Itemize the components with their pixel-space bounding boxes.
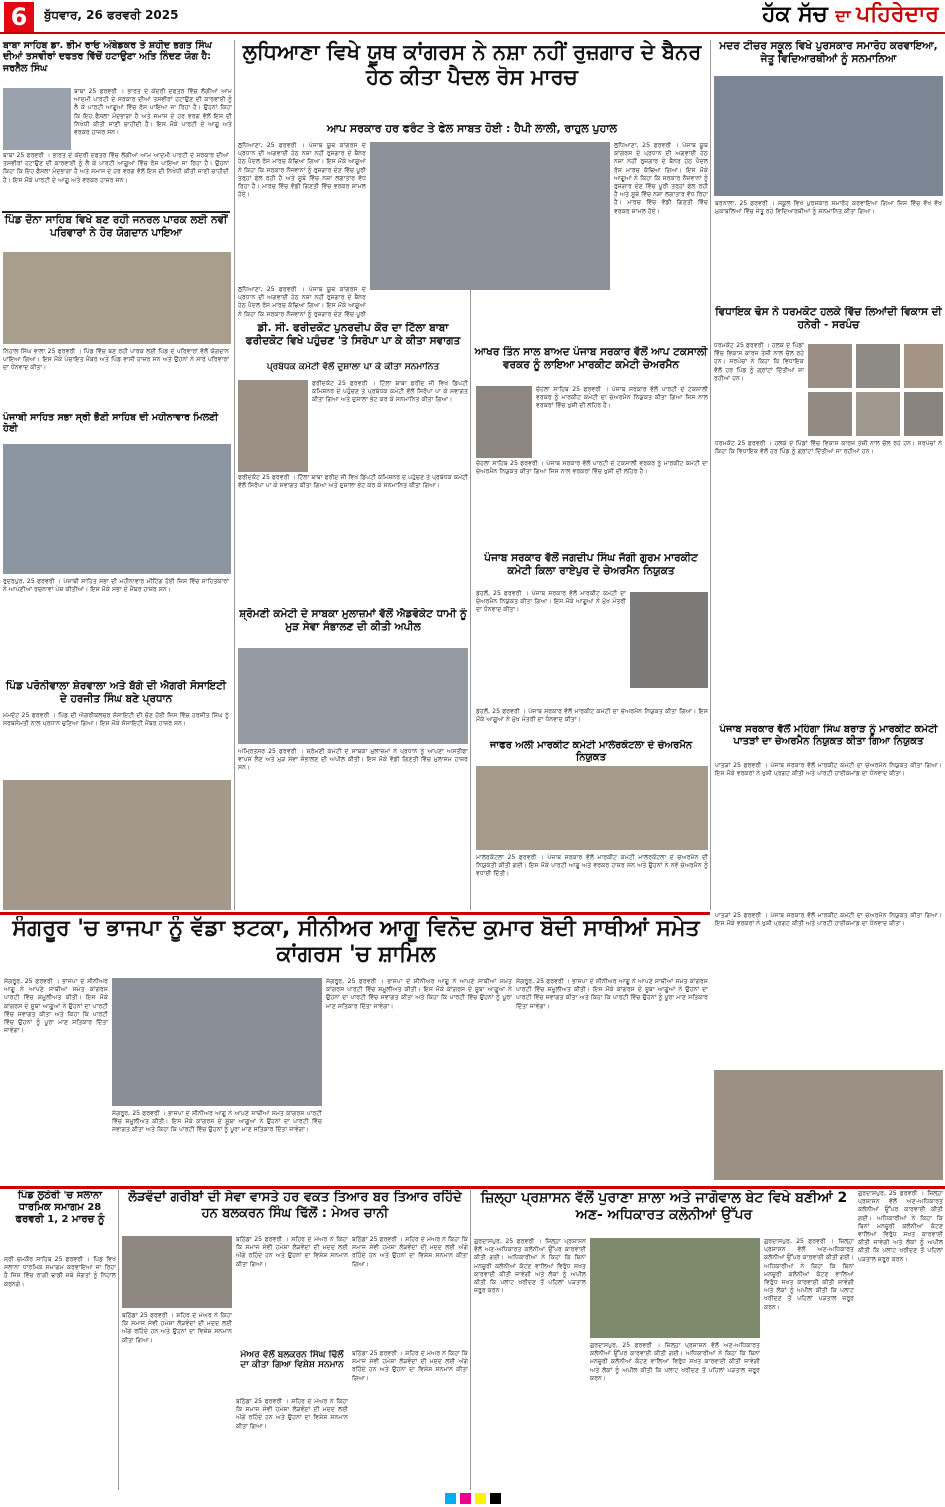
photo-sarpanch-5: [856, 392, 900, 436]
headline-park: ਪਿੰਡ ਦੌਨਾ ਸਾਹਿਬ ਵਿਖੇ ਬਣ ਰਹੀ ਜਨਰਲ ਪਾਰਕ ਲਈ ਨਵੀਂ ਪਰਿਵਾਰਾਂ ਨੇ ਹੋਰ ਯੋਗਦਾਨ ਪਾਇਆ: [4, 214, 228, 239]
column-divider: [710, 40, 711, 910]
body-jafar-ali-1: ਮਾਲੇਰਕੋਟਲਾ 25 ਫਰਵਰੀ । ਪੰਜਾਬ ਸਰਕਾਰ ਵੱਲੋਂ ਮਾਰਕੀਟ ਕਮੇਟੀ ਮਾਲੇਰਕੋਟਲਾ ਦੇ ਚੇਅਰਮੈਨ ਦੀ ਨਿਯੁਕਤੀ ਕੀਤੀ ਗਈ। ਇਸ ਮੌਕੇ ਪਾਰਟੀ ਆਗੂ ਅਤੇ ਵਰਕਰ ਹਾਜ਼ਰ ਸਨ ਅਤੇ ਉਹਨਾਂ ਨੇ ਨਵੇਂ ਚੇਅਰਮੈਨ ਨੂੰ ਵਧਾਈ ਦਿੱਤੀ।: [476, 854, 708, 878]
body-sgpc: ਅੰਮ੍ਰਿਤਸਰ 25 ਫਰਵਰੀ । ਸ਼੍ਰੋਮਣੀ ਕਮੇਟੀ ਦੇ ਸਾਬਕਾ ਮੁਲਾਜ਼ਮਾਂ ਨੇ ਪ੍ਰਧਾਨ ਨੂੰ ਆਪਣਾ ਅਸਤੀਫਾ ਵਾਪਸ ਲੈਣ ਅਤੇ ਮੁੜ ਸੇਵਾ ਸੰਭਾਲਣ ਦੀ ਅਪੀਲ ਕੀਤੀ। ਇਸ ਮੌਕੇ ਵੱਡੀ ਗਿਣਤੀ ਵਿੱਚ ਮੁਲਾਜ਼ਮ ਹਾਜ਼ਰ ਸਨ।: [238, 748, 468, 772]
headline-colonies: ਜ਼ਿਲ੍ਹਾ ਪ੍ਰਸ਼ਾਸਨ ਵੱਲੋਂ ਪੁਰਾਣਾ ਸ਼ਾਲਾ ਅਤੇ ਜਾਗੋਵਾਲ ਬੇਟ ਵਿਖੇ ਬਣੀਆਂ 2 ਅਣ- ਅਧਿਕਾਰਤ ਕਲੋਨੀਆਂ ਉੱਪਰ: [480, 1190, 848, 1223]
body-aap-worker-1: ਚੋਹਲਾ ਸਾਹਿਬ 25 ਫਰਵਰੀ । ਪੰਜਾਬ ਸਰਕਾਰ ਵੱਲੋਂ ਪਾਰਟੀ ਦੇ ਟਕਸਾਲੀ ਵਰਕਰ ਨੂੰ ਮਾਰਕੀਟ ਕਮੇਟੀ ਦਾ ਚੇਅਰਮੈਨ ਨਿਯੁਕਤ ਕੀਤਾ ਗਿਆ ਜਿਸ ਨਾਲ ਵਰਕਰਾਂ ਵਿੱਚ ਖੁਸ਼ੀ ਦੀ ਲਹਿਰ ਹੈ।: [536, 386, 708, 410]
body-balkaran-1: ਬਠਿੰਡਾ 25 ਫਰਵਰੀ । ਸ਼ਹਿਰ ਦੇ ਮੇਅਰ ਨੇ ਕਿਹਾ ਕਿ ਸਮਾਜ ਸੇਵੀ ਹਮੇਸ਼ਾ ਲੋੜਵੰਦਾਂ ਦੀ ਮਦਦ ਲਈ ਅੱਗੇ ਰਹਿੰਦੇ ਹਨ ਅਤੇ ਉਹਨਾਂ ਦਾ ਵਿਸ਼ੇਸ਼ ਸਨਮਾਨ ਕੀਤਾ ਗਿਆ।: [236, 1236, 348, 1268]
subheadline-dc-faridkot: ਪ੍ਰਬੰਧਕ ਕਮੇਟੀ ਵੱਲੋਂ ਦੁਸ਼ਾਲਾ ਪਾ ਕੇ ਕੀਤਾ ਸਨਮਾਨਿਤ: [266, 362, 440, 372]
photo-park: [3, 252, 231, 344]
photo-society: [3, 780, 231, 910]
headline-sangrur-bjp: ਸੰਗਰੂਰ 'ਚ ਭਾਜਪਾ ਨੂੰ ਵੱਡਾ ਝਟਕਾ, ਸੀਨੀਅਰ ਆਗੂ ਵਿਨੋਦ ਕੁਮਾਰ ਬੋਦੀ ਸਾਥੀਆਂ ਸਮੇਤ ਕਾਂਗਰਸ 'ਚ ਸ਼ਾਮਿਲ: [12, 916, 700, 968]
body-sangrur-2: ਸੰਗਰੂਰ, 25 ਫਰਵਰੀ । ਭਾਜਪਾ ਦੇ ਸੀਨੀਅਰ ਆਗੂ ਨੇ ਆਪਣੇ ਸਾਥੀਆਂ ਸਮੇਤ ਕਾਂਗਰਸ ਪਾਰਟੀ ਵਿੱਚ ਸ਼ਮੂਲੀਅਤ ਕੀਤੀ। ਇਸ ਮੌਕੇ ਕਾਂਗਰਸ ਦੇ ਸੂਬਾ ਆਗੂਆਂ ਨੇ ਉਹਨਾਂ ਦਾ ਪਾਰਟੀ ਵਿੱਚ ਸਵਾਗਤ ਕੀਤਾ ਅਤੇ ਕਿਹਾ ਕਿ ਪਾਰਟੀ ਵਿੱਚ ਉਹਨਾਂ ਨੂੰ ਪੂਰਾ ਮਾਣ ਸਤਿਕਾਰ ਦਿੱਤਾ ਜਾਵੇਗਾ।: [112, 1110, 322, 1134]
photo-sarpanch-1: [808, 344, 852, 388]
column-divider: [118, 1190, 119, 1490]
subheadline-youth-congress: ਆਪ ਸਰਕਾਰ ਹਰ ਫਰੰਟ ਤੇ ਫੇਲ ਸਾਬਤ ਹੋਈ : ਹੈਪੀ ਲਾਲੀ, ਰਾਹੁਲ ਪੁਹਾਲ: [327, 122, 617, 135]
photo-sarpanch-3: [904, 344, 943, 388]
body-society: ਮਮਦੋਟ 25 ਫਰਵਰੀ । ਪਿੰਡ ਦੀ ਐਗਰੀਕਲਚਰ ਸੋਸਾਇਟੀ ਦੀ ਚੋਣ ਹੋਈ ਜਿਸ ਵਿੱਚ ਹਰਜੀਤ ਸਿੰਘ ਨੂੰ ਸਰਬਸੰਮਤੀ ਨਾਲ ਪ੍ਰਧਾਨ ਚੁਣਿਆ ਗਿਆ। ਇਸ ਮੌਕੇ ਸੋਸਾਇਟੀ ਮੈਂਬਰ ਹਾਜ਼ਰ ਸਨ।: [3, 712, 229, 728]
body-colonies-3: ਗੁਰਦਾਸਪੁਰ, 25 ਫਰਵਰੀ । ਜ਼ਿਲ੍ਹਾ ਪ੍ਰਸ਼ਾਸਨ ਵੱਲੋਂ ਅਣ-ਅਧਿਕਾਰਤ ਕਲੋਨੀਆਂ ਉੱਪਰ ਕਾਰਵਾਈ ਕੀਤੀ ਗਈ। ਅਧਿਕਾਰੀਆਂ ਨੇ ਕਿਹਾ ਕਿ ਬਿਨਾਂ ਮਨਜ਼ੂਰੀ ਕਲੋਨੀਆਂ ਕੱਟਣ ਵਾਲਿਆਂ ਵਿਰੁੱਧ ਸਖਤ ਕਾਰਵਾਈ ਕੀਤੀ ਜਾਵੇਗੀ ਅਤੇ ਲੋਕਾਂ ਨੂੰ ਅਪੀਲ ਕੀਤੀ ਕਿ ਪਲਾਟ ਖਰੀਦਣ ਤੋਂ ਪਹਿਲਾਂ ਪੜਤਾਲ ਜ਼ਰੂਰ ਕਰਨ।: [764, 1238, 854, 1311]
print-registration-strip: [0, 1490, 945, 1507]
headline-dharamkot: ਵਿਧਾਇਕ ਢੋਸ ਨੇ ਧਰਮਕੋਟ ਹਲਕੇ ਵਿੱਚ ਲਿਆਂਦੀ ਵਿਕਾਸ ਦੀ ਹਨੇਰੀ - ਸਰਪੰਚ: [715, 306, 942, 331]
body-aap-worker-2: ਚੋਹਲਾ ਸਾਹਿਬ 25 ਫਰਵਰੀ । ਪੰਜਾਬ ਸਰਕਾਰ ਵੱਲੋਂ ਪਾਰਟੀ ਦੇ ਟਕਸਾਲੀ ਵਰਕਰ ਨੂੰ ਮਾਰਕੀਟ ਕਮੇਟੀ ਦਾ ਚੇਅਰਮੈਨ ਨਿਯੁਕਤ ਕੀਤਾ ਗਿਆ ਜਿਸ ਨਾਲ ਵਰਕਰਾਂ ਵਿੱਚ ਖੁਸ਼ੀ ਦੀ ਲਹਿਰ ਹੈ।: [476, 460, 708, 476]
headline-aap-worker: ਆਖਰ ਤਿੰਨ ਸਾਲ ਬਾਅਦ ਪੰਜਾਬ ਸਰਕਾਰ ਵੱਲੋਂ ਆਪ ਟਕਸਾਲੀ ਵਰਕਰ ਨੂੰ ਲਾਇਆ ਮਾਰਕੀਟ ਕਮੇਟੀ ਚੇਅਰਮੈਨ: [474, 346, 708, 371]
headline-society: ਪਿੰਡ ਪਰੋਨੀਵਾਲਾ ਸ਼ੇਰਵਾਲਾ ਅਤੇ ਬੱਗੇ ਦੀ ਐਗਰੀ ਸੋਸਾਇਟੀ ਦੇ ਹਰਜੀਤ ਸਿੰਘ ਬਣੇ ਪ੍ਰਧਾਨ: [5, 680, 227, 705]
body-dc-faridkot-1: ਫਰੀਦਕੋਟ 25 ਫਰਵਰੀ । ਟਿੱਲਾ ਬਾਬਾ ਫਰੀਦ ਜੀ ਵਿਖੇ ਡਿਪਟੀ ਕਮਿਸ਼ਨਰ ਦੇ ਪਹੁੰਚਣ ਤੇ ਪ੍ਰਬੰਧਕ ਕਮੇਟੀ ਵੱਲੋਂ ਸਿਰੋਪਾ ਪਾ ਕੇ ਸਵਾਗਤ ਕੀਤਾ ਗਿਆ ਅਤੇ ਦੁਸ਼ਾਲਾ ਭੇਟ ਕਰ ਕੇ ਸਨਮਾਨਿਤ ਕੀਤਾ ਗਿਆ।: [312, 380, 468, 404]
body-dc-faridkot-2: ਫਰੀਦਕੋਟ 25 ਫਰਵਰੀ । ਟਿੱਲਾ ਬਾਬਾ ਫਰੀਦ ਜੀ ਵਿਖੇ ਡਿਪਟੀ ਕਮਿਸ਼ਨਰ ਦੇ ਪਹੁੰਚਣ ਤੇ ਪ੍ਰਬੰਧਕ ਕਮੇਟੀ ਵੱਲੋਂ ਸਿਰੋਪਾ ਪਾ ਕੇ ਸਵਾਗਤ ਕੀਤਾ ਗਿਆ ਅਤੇ ਦੁਸ਼ਾਲਾ ਭੇਟ ਕਰ ਕੇ ਸਨਮਾਨਿਤ ਕੀਤਾ ਗਿਆ।: [238, 474, 468, 490]
headline-youth-congress: ਲੁਧਿਆਣਾ ਵਿਖੇ ਯੂਥ ਕਾਂਗਰਸ ਨੇ ਨਸ਼ਾ ਨਹੀਂ ਰੁਜ਼ਗਾਰ ਦੇ ਬੈਨਰ ਹੇਠ ਕੀਤਾ ਪੈਦਲ ਰੋਸ ਮਾਰਚ: [242, 40, 702, 90]
magenta-mark: [460, 1493, 471, 1504]
body-sangrur-3: ਸੰਗਰੂਰ, 25 ਫਰਵਰੀ । ਭਾਜਪਾ ਦੇ ਸੀਨੀਅਰ ਆਗੂ ਨੇ ਆਪਣੇ ਸਾਥੀਆਂ ਸਮੇਤ ਕਾਂਗਰਸ ਪਾਰਟੀ ਵਿੱਚ ਸ਼ਮੂਲੀਅਤ ਕੀਤੀ। ਇਸ ਮੌਕੇ ਕਾਂਗਰਸ ਦੇ ਸੂਬਾ ਆਗੂਆਂ ਨੇ ਉਹਨਾਂ ਦਾ ਪਾਰਟੀ ਵਿੱਚ ਸਵਾਗਤ ਕੀਤਾ ਅਤੇ ਕਿਹਾ ਕਿ ਪਾਰਟੀ ਵਿੱਚ ਉਹਨਾਂ ਨੂੰ ਪੂਰਾ ਮਾਣ ਸਤਿਕਾਰ ਦਿੱਤਾ ਜਾਵੇਗਾ।: [326, 978, 512, 1010]
headline-jagdeep: ਪੰਜਾਬ ਸਰਕਾਰ ਵੱਲੋਂ ਜਗਦੀਪ ਸਿੰਘ ਜੱਗੀ ਗੁਰਮ ਮਾਰਕੀਟ ਕਮੇਟੀ ਕਿਲਾ ਰਾਏਪੁਰ ਦੇ ਚੇਅਰਮੈਨ ਨਿਯੁਕਤ: [484, 552, 698, 577]
cyan-mark: [445, 1493, 456, 1504]
photo-mehnga-singh: [714, 1070, 943, 1180]
body-balkaran-4: ਬਠਿੰਡਾ 25 ਫਰਵਰੀ । ਸ਼ਹਿਰ ਦੇ ਮੇਅਰ ਨੇ ਕਿਹਾ ਕਿ ਸਮਾਜ ਸੇਵੀ ਹਮੇਸ਼ਾ ਲੋੜਵੰਦਾਂ ਦੀ ਮਦਦ ਲਈ ਅੱਗੇ ਰਹਿੰਦੇ ਹਨ ਅਤੇ ਉਹਨਾਂ ਦਾ ਵਿਸ਼ੇਸ਼ ਸਨਮਾਨ ਕੀਤਾ ਗਿਆ।: [236, 1398, 348, 1430]
column-divider: [234, 40, 235, 910]
headline-sgpc: ਸ਼੍ਰੋਮਣੀ ਕਮੇਟੀ ਦੇ ਸਾਬਕਾ ਮੁਲਾਜ਼ਮਾਂ ਵੱਲੋਂ ਐਡਵੋਕੇਟ ਧਾਮੀ ਨੂੰ ਮੁੜ ਸੇਵਾ ਸੰਭਾਲਣ ਦੀ ਕੀਤੀ ਅਪੀਲ: [239, 608, 467, 633]
photo-balkaran: [122, 1236, 232, 1308]
photo-worker: [476, 386, 532, 458]
photo-sarpanch-4: [808, 392, 852, 436]
body-balkaran-3: ਬਠਿੰਡਾ 25 ਫਰਵਰੀ । ਸ਼ਹਿਰ ਦੇ ਮੇਅਰ ਨੇ ਕਿਹਾ ਕਿ ਸਮਾਜ ਸੇਵੀ ਹਮੇਸ਼ਾ ਲੋੜਵੰਦਾਂ ਦੀ ਮਦਦ ਲਈ ਅੱਗੇ ਰਹਿੰਦੇ ਹਨ ਅਤੇ ਉਹਨਾਂ ਦਾ ਵਿਸ਼ੇਸ਼ ਸਨਮਾਨ ਕੀਤਾ ਗਿਆ।: [122, 1312, 232, 1344]
headline-sahit-sabha: ਪੰਜਾਬੀ ਸਾਹਿਤ ਸਭਾ ਸ੍ਰੀ ਭੈਣੀ ਸਾਹਿਬ ਦੀ ਮਹੀਨਾਵਾਰ ਮਿਲਣੀ ਹੋਈ: [3, 412, 219, 435]
photo-jafar-ali: [476, 766, 708, 850]
photo-march: [370, 142, 610, 290]
body-jagdeep-1: ਡੇਹਲੋਂ, 25 ਫਰਵਰੀ । ਪੰਜਾਬ ਸਰਕਾਰ ਵੱਲੋਂ ਮਾਰਕੀਟ ਕਮੇਟੀ ਦਾ ਚੇਅਰਮੈਨ ਨਿਯੁਕਤ ਕੀਤਾ ਗਿਆ। ਇਸ ਮੌਕੇ ਆਗੂਆਂ ਨੇ ਮੁੱਖ ਮੰਤਰੀ ਦਾ ਧੰਨਵਾਦ ਕੀਤਾ।: [476, 590, 626, 614]
photo-sarpanch-6: [904, 392, 943, 436]
photo-congress-joining: [112, 978, 322, 1106]
body-jagdeep-2: ਡੇਹਲੋਂ, 25 ਫਰਵਰੀ । ਪੰਜਾਬ ਸਰਕਾਰ ਵੱਲੋਂ ਮਾਰਕੀਟ ਕਮੇਟੀ ਦਾ ਚੇਅਰਮੈਨ ਨਿਯੁਕਤ ਕੀਤਾ ਗਿਆ। ਇਸ ਮੌਕੇ ਆਗੂਆਂ ਨੇ ਮੁੱਖ ਮੰਤਰੀ ਦਾ ਧੰਨਵਾਦ ਕੀਤਾ।: [476, 708, 708, 724]
section-rule: [0, 912, 710, 915]
photo-dc: [238, 380, 308, 472]
body-youth-congress-2: ਲੁਧਿਆਣਾ, 25 ਫਰਵਰੀ । ਪੰਜਾਬ ਯੂਥ ਕਾਂਗਰਸ ਦੇ ਪ੍ਰਧਾਨ ਦੀ ਅਗਵਾਈ ਹੇਠ ਨਸ਼ਾ ਨਹੀਂ ਰੁਜ਼ਗਾਰ ਦੇ ਬੈਨਰ ਹੇਠ ਪੈਦਲ ਰੋਸ ਮਾਰਚ ਕੱਢਿਆ ਗਿਆ। ਇਸ ਮੌਕੇ ਆਗੂਆਂ ਨੇ ਕਿਹਾ ਕਿ ਸਰਕਾਰ ਨੌਜਵਾਨਾਂ ਨੂੰ ਰੁਜ਼ਗਾਰ ਦੇਣ ਵਿੱਚ ਪੂਰੀ ਤਰ੍ਹਾਂ ਫੇਲ ਰਹੀ ਹੈ ਅਤੇ ਸੂਬੇ ਵਿੱਚ ਨਸ਼ਾ ਲਗਾਤਾਰ ਵੱਧ ਰਿਹਾ ਹੈ। ਮਾਰਚ ਵਿੱਚ ਵੱਡੀ ਗਿਣਤੀ ਵਿੱਚ ਵਰਕਰ ਸ਼ਾਮਲ ਹੋਏ।: [614, 142, 708, 215]
photo-jagdeep: [630, 592, 708, 688]
body-dharamkot-1: ਧਰਮਕੋਟ 25 ਫਰਵਰੀ । ਹਲਕੇ ਦੇ ਪਿੰਡਾਂ ਵਿੱਚ ਵਿਕਾਸ ਕਾਰਜ ਤੇਜ਼ੀ ਨਾਲ ਚੱਲ ਰਹੇ ਹਨ। ਸਰਪੰਚਾਂ ਨੇ ਕਿਹਾ ਕਿ ਵਿਧਾਇਕ ਵੱਲੋਂ ਹਰ ਪਿੰਡ ਨੂੰ ਗ੍ਰਾਂਟਾਂ ਦਿੱਤੀਆਂ ਜਾ ਰਹੀਆਂ ਹਨ।: [714, 342, 804, 382]
body-sahit-sabha: ਰੁਦਰਪੁਰ, 25 ਫਰਵਰੀ । ਪੰਜਾਬੀ ਸਾਹਿਤ ਸਭਾ ਦੀ ਮਹੀਨਾਵਾਰ ਮੀਟਿੰਗ ਹੋਈ ਜਿਸ ਵਿੱਚ ਸਾਹਿਤਕਾਰਾਂ ਨੇ ਆਪਣੀਆਂ ਰਚਨਾਵਾਂ ਪੇਸ਼ ਕੀਤੀਆਂ। ਇਸ ਮੌਕੇ ਸਭਾ ਦੇ ਮੈਂਬਰ ਹਾਜ਼ਰ ਸਨ।: [3, 578, 229, 594]
body-balkaran-2: ਬਠਿੰਡਾ 25 ਫਰਵਰੀ । ਸ਼ਹਿਰ ਦੇ ਮੇਅਰ ਨੇ ਕਿਹਾ ਕਿ ਸਮਾਜ ਸੇਵੀ ਹਮੇਸ਼ਾ ਲੋੜਵੰਦਾਂ ਦੀ ਮਦਦ ਲਈ ਅੱਗੇ ਰਹਿੰਦੇ ਹਨ ਅਤੇ ਉਹਨਾਂ ਦਾ ਵਿਸ਼ੇਸ਼ ਸਨਮਾਨ ਕੀਤਾ ਗਿਆ।: [352, 1236, 468, 1268]
caption-balkaran: ਮੇਅਰ ਵੱਲੋਂ ਬਲਕਰਨ ਸਿੰਘ ਢਿੱਲੋਂ ਦਾ ਕੀਤਾ ਗਿਆ ਵਿਸ਼ੇਸ਼ ਸਨਮਾਨ: [240, 1350, 344, 1370]
body-park: ਨਿਹਾਲ ਸਿੰਘ ਵਾਲਾ 25 ਫਰਵਰੀ । ਪਿੰਡ ਵਿੱਚ ਬਣ ਰਹੀ ਪਾਰਕ ਲਈ ਪਿੰਡ ਦੇ ਪਰਿਵਾਰਾਂ ਵੱਲੋਂ ਯੋਗਦਾਨ ਪਾਇਆ ਗਿਆ। ਇਸ ਮੌਕੇ ਪੰਚਾਇਤ ਮੈਂਬਰ ਅਤੇ ਪਿੰਡ ਵਾਸੀ ਹਾਜ਼ਰ ਸਨ ਅਤੇ ਉਹਨਾਂ ਨੇ ਸਾਰੇ ਪਰਿਵਾਰਾਂ ਦਾ ਧੰਨਵਾਦ ਕੀਤਾ।: [3, 348, 229, 372]
body-ambedkar-2: ਬਾਬਾ 25 ਫਰਵਰੀ । ਭਾਰਤ ਦੇ ਕੇਂਦਰੀ ਦਫਤਰ ਵਿੱਚ ਲੱਗੀਆਂ ਆਮ ਆਦਮੀ ਪਾਰਟੀ ਦੇ ਸਰਕਾਰ ਦੀਆਂ ਤਸਵੀਰਾਂ ਹਟਾਉਣ ਦੀ ਕਾਰਵਾਈ ਨੂੰ ਲੈ ਕੇ ਪਾਰਟੀ ਆਗੂਆਂ ਵਿੱਚ ਰੋਸ ਪਾਇਆ ਜਾ ਰਿਹਾ ਹੈ। ਉਹਨਾਂ ਕਿਹਾ ਕਿ ਇਹ ਫੈਸਲਾ ਮੰਦਭਾਗਾ ਹੈ ਅਤੇ ਸਮਾਜ ਦੇ ਹਰ ਵਰਗ ਵੱਲੋਂ ਇਸ ਦੀ ਨਿਖੇਧੀ ਕੀਤੀ ਜਾਣੀ ਚਾਹੀਦੀ ਹੈ। ਇਸ ਮੌਕੇ ਪਾਰਟੀ ਦੇ ਆਗੂ ਅਤੇ ਵਰਕਰ ਹਾਜ਼ਰ ਸਨ।: [3, 152, 229, 184]
column-divider: [470, 1190, 471, 1490]
body-dharamkot-2: ਧਰਮਕੋਟ 25 ਫਰਵਰੀ । ਹਲਕੇ ਦੇ ਪਿੰਡਾਂ ਵਿੱਚ ਵਿਕਾਸ ਕਾਰਜ ਤੇਜ਼ੀ ਨਾਲ ਚੱਲ ਰਹੇ ਹਨ। ਸਰਪੰਚਾਂ ਨੇ ਕਿਹਾ ਕਿ ਵਿਧਾਇਕ ਵੱਲੋਂ ਹਰ ਪਿੰਡ ਨੂੰ ਗ੍ਰਾਂਟਾਂ ਦਿੱਤੀਆਂ ਜਾ ਰਹੀਆਂ ਹਨ।: [715, 440, 942, 456]
body-sangrur-1: ਸੰਗਰੂਰ, 25 ਫਰਵਰੀ । ਭਾਜਪਾ ਦੇ ਸੀਨੀਅਰ ਆਗੂ ਨੇ ਆਪਣੇ ਸਾਥੀਆਂ ਸਮੇਤ ਕਾਂਗਰਸ ਪਾਰਟੀ ਵਿੱਚ ਸ਼ਮੂਲੀਅਤ ਕੀਤੀ। ਇਸ ਮੌਕੇ ਕਾਂਗਰਸ ਦੇ ਸੂਬਾ ਆਗੂਆਂ ਨੇ ਉਹਨਾਂ ਦਾ ਪਾਰਟੀ ਵਿੱਚ ਸਵਾਗਤ ਕੀਤਾ ਅਤੇ ਕਿਹਾ ਕਿ ਪਾਰਟੀ ਵਿੱਚ ਉਹਨਾਂ ਨੂੰ ਪੂਰਾ ਮਾਣ ਸਤਿਕਾਰ ਦਿੱਤਾ ਜਾਵੇਗਾ।: [4, 978, 108, 1035]
headline-balkaran: ਲੋੜਵੰਦਾਂ ਗਰੀਬਾਂ ਦੀ ਸੇਵਾ ਵਾਸਤੇ ਹਰ ਵਕਤ ਤਿਆਰ ਬਰ ਤਿਆਰ ਰਹਿੰਦੇ ਹਨ ਬਲਕਰਨ ਸਿੰਘ ਢਿੱਲੋਂ : ਮੇਅਰ ਚਾਨੀ: [128, 1190, 462, 1221]
body-balkaran-5: ਬਠਿੰਡਾ 25 ਫਰਵਰੀ । ਸ਼ਹਿਰ ਦੇ ਮੇਅਰ ਨੇ ਕਿਹਾ ਕਿ ਸਮਾਜ ਸੇਵੀ ਹਮੇਸ਼ਾ ਲੋੜਵੰਦਾਂ ਦੀ ਮਦਦ ਲਈ ਅੱਗੇ ਰਹਿੰਦੇ ਹਨ ਅਤੇ ਉਹਨਾਂ ਦਾ ਵਿਸ਼ੇਸ਼ ਸਨਮਾਨ ਕੀਤਾ ਗਿਆ।: [352, 1350, 468, 1382]
body-mehnga-singh-2: ਪਾਤੜਾਂ 25 ਫਰਵਰੀ । ਪੰਜਾਬ ਸਰਕਾਰ ਵੱਲੋਂ ਮਾਰਕੀਟ ਕਮੇਟੀ ਦਾ ਚੇਅਰਮੈਨ ਨਿਯੁਕਤ ਕੀਤਾ ਗਿਆ। ਇਸ ਮੌਕੇ ਵਰਕਰਾਂ ਨੇ ਖੁਸ਼ੀ ਪ੍ਰਗਟ ਕੀਤੀ ਅਤੇ ਪਾਰਟੀ ਹਾਈਕਮਾਂਡ ਦਾ ਧੰਨਵਾਦ ਕੀਤਾ।: [715, 912, 942, 928]
column-divider: [470, 210, 471, 910]
masthead-part-1: ਹੱਕ ਸੱਚ: [762, 2, 836, 27]
body-colonies-4: ਗੁਰਦਾਸਪੁਰ, 25 ਫਰਵਰੀ । ਜ਼ਿਲ੍ਹਾ ਪ੍ਰਸ਼ਾਸਨ ਵੱਲੋਂ ਅਣ-ਅਧਿਕਾਰਤ ਕਲੋਨੀਆਂ ਉੱਪਰ ਕਾਰਵਾਈ ਕੀਤੀ ਗਈ। ਅਧਿਕਾਰੀਆਂ ਨੇ ਕਿਹਾ ਕਿ ਬਿਨਾਂ ਮਨਜ਼ੂਰੀ ਕਲੋਨੀਆਂ ਕੱਟਣ ਵਾਲਿਆਂ ਵਿਰੁੱਧ ਸਖਤ ਕਾਰਵਾਈ ਕੀਤੀ ਜਾਵੇਗੀ ਅਤੇ ਲੋਕਾਂ ਨੂੰ ਅਪੀਲ ਕੀਤੀ ਕਿ ਪਲਾਟ ਖਰੀਦਣ ਤੋਂ ਪਹਿਲਾਂ ਪੜਤਾਲ ਜ਼ਰੂਰ ਕਰਨ।: [858, 1190, 943, 1263]
headline-ambedkar: ਬਾਬਾ ਸਾਹਿਬ ਡਾ. ਭੀਮ ਰਾਓ ਅੰਬੇਡਕਰ ਤੇ ਸ਼ਹੀਦ ਭਗਤ ਸਿੰਘ ਦੀਆਂ ਤਸਵੀਰਾਂ ਦਫਤਰ ਵਿੱਚੋਂ ਹਟਾਉਣਾ ਅਤਿ ਨਿੰਦਣ ਯੋਗ ਹੈ: ਜਰਨੈਲ ਸਿੰਘ: [3, 40, 212, 74]
photo-portrait: [3, 88, 71, 150]
body-mehnga-singh: ਪਾਤੜਾਂ 25 ਫਰਵਰੀ । ਪੰਜਾਬ ਸਰਕਾਰ ਵੱਲੋਂ ਮਾਰਕੀਟ ਕਮੇਟੀ ਦਾ ਚੇਅਰਮੈਨ ਨਿਯੁਕਤ ਕੀਤਾ ਗਿਆ। ਇਸ ਮੌਕੇ ਵਰਕਰਾਂ ਨੇ ਖੁਸ਼ੀ ਪ੍ਰਗਟ ਕੀਤੀ ਅਤੇ ਪਾਰਟੀ ਹਾਈਕਮਾਂਡ ਦਾ ਧੰਨਵਾਦ ਕੀਤਾ।: [715, 762, 942, 778]
photo-school: [714, 76, 943, 196]
black-mark: [490, 1493, 501, 1504]
headline-jafar-ali: ਜਾਫਰ ਅਲੀ ਮਾਰਕੀਟ ਕਮੇਟੀ ਮਾਲੇਰਕੋਟਲਾ ਦੇ ਚੇਅਰਮੈਨ ਨਿਯੁਕਤ: [489, 740, 693, 763]
photo-sarpanch-2: [856, 344, 900, 388]
masthead-part-2: ਦਾ: [835, 6, 857, 25]
masthead-logo: [762, 2, 939, 27]
body-youth-congress-3: ਲੁਧਿਆਣਾ, 25 ਫਰਵਰੀ । ਪੰਜਾਬ ਯੂਥ ਕਾਂਗਰਸ ਦੇ ਪ੍ਰਧਾਨ ਦੀ ਅਗਵਾਈ ਹੇਠ ਨਸ਼ਾ ਨਹੀਂ ਰੁਜ਼ਗਾਰ ਦੇ ਬੈਨਰ ਹੇਠ ਪੈਦਲ ਰੋਸ ਮਾਰਚ ਕੱਢਿਆ ਗਿਆ। ਇਸ ਮੌਕੇ ਆਗੂਆਂ ਨੇ ਕਿਹਾ ਕਿ ਸਰਕਾਰ ਨੌਜਵਾਨਾਂ ਨੂੰ ਰੁਜ਼ਗਾਰ ਦੇਣ ਵਿੱਚ ਪੂਰੀ: [238, 286, 366, 318]
body-mother-teacher: ਬਰਨਾਲਾ, 25 ਫਰਵਰੀ । ਸਕੂਲ ਵਿਖੇ ਪੁਰਸਕਾਰ ਸਮਾਰੋਹ ਕਰਵਾਇਆ ਗਿਆ ਜਿਸ ਵਿੱਚ ਵੱਖ ਵੱਖ ਮੁਕਾਬਲਿਆਂ ਵਿੱਚ ਜੇਤੂ ਰਹੇ ਵਿਦਿਆਰਥੀਆਂ ਨੂੰ ਸਨਮਾਨਿਤ ਕੀਤਾ ਗਿਆ।: [715, 200, 942, 216]
body-ambedkar-1: ਬਾਬਾ 25 ਫਰਵਰੀ । ਭਾਰਤ ਦੇ ਕੇਂਦਰੀ ਦਫਤਰ ਵਿੱਚ ਲੱਗੀਆਂ ਆਮ ਆਦਮੀ ਪਾਰਟੀ ਦੇ ਸਰਕਾਰ ਦੀਆਂ ਤਸਵੀਰਾਂ ਹਟਾਉਣ ਦੀ ਕਾਰਵਾਈ ਨੂੰ ਲੈ ਕੇ ਪਾਰਟੀ ਆਗੂਆਂ ਵਿੱਚ ਰੋਸ ਪਾਇਆ ਜਾ ਰਿਹਾ ਹੈ। ਉਹਨਾਂ ਕਿਹਾ ਕਿ ਇਹ ਫੈਸਲਾ ਮੰਦਭਾਗਾ ਹੈ ਅਤੇ ਸਮਾਜ ਦੇ ਹਰ ਵਰਗ ਵੱਲੋਂ ਇਸ ਦੀ ਨਿਖੇਧੀ ਕੀਤੀ ਜਾਣੀ ਚਾਹੀਦੀ ਹੈ। ਇਸ ਮੌਕੇ ਪਾਰਟੀ ਦੇ ਆਗੂ ਅਤੇ ਵਰਕਰ ਹਾਜ਼ਰ ਸਨ।: [74, 88, 232, 137]
headline-mehnga-singh: ਪੰਜਾਬ ਸਰਕਾਰ ਵੱਲੋਂ ਮਹਿੰਗਾ ਸਿੰਘ ਬਰਾੜ ਨੂੰ ਮਾਰਕੀਟ ਕਮੇਟੀ ਪਾਤੜਾਂ ਦਾ ਚੇਅਰਮੈਨ ਨਿਯੁਕਤ ਕੀਤਾ ਗਿਆ ਨਿਯੁਕਤ: [719, 724, 938, 747]
body-colonies-2: ਗੁਰਦਾਸਪੁਰ, 25 ਫਰਵਰੀ । ਜ਼ਿਲ੍ਹਾ ਪ੍ਰਸ਼ਾਸਨ ਵੱਲੋਂ ਅਣ-ਅਧਿਕਾਰਤ ਕਲੋਨੀਆਂ ਉੱਪਰ ਕਾਰਵਾਈ ਕੀਤੀ ਗਈ। ਅਧਿਕਾਰੀਆਂ ਨੇ ਕਿਹਾ ਕਿ ਬਿਨਾਂ ਮਨਜ਼ੂਰੀ ਕਲੋਨੀਆਂ ਕੱਟਣ ਵਾਲਿਆਂ ਵਿਰੁੱਧ ਸਖਤ ਕਾਰਵਾਈ ਕੀਤੀ ਜਾਵੇਗੀ ਅਤੇ ਲੋਕਾਂ ਨੂੰ ਅਪੀਲ ਕੀਤੀ ਕਿ ਪਲਾਟ ਖਰੀਦਣ ਤੋਂ ਪਹਿਲਾਂ ਪੜਤਾਲ ਜ਼ਰੂਰ ਕਰਨ।: [590, 1342, 760, 1382]
issue-date: ਬੁੱਧਵਾਰ, 26 ਫਰਵਰੀ 2025: [44, 8, 179, 22]
photo-sahit-sabha: [3, 444, 231, 574]
body-dharmik-samagam: ਸ੍ਰੀ ਚਮਕੌਰ ਸਾਹਿਬ 25 ਫਰਵਰੀ । ਪਿੰਡ ਵਿਖੇ ਸਲਾਨਾ ਧਾਰਮਿਕ ਸਮਾਗਮ ਕਰਵਾਇਆ ਜਾ ਰਿਹਾ ਹੈ ਜਿਸ ਵਿੱਚ ਰਾਗੀ ਢਾਡੀ ਜਥੇ ਸੰਗਤਾਂ ਨੂੰ ਨਿਹਾਲ ਕਰਨਗੇ।: [4, 1256, 116, 1288]
body-youth-congress-1: ਲੁਧਿਆਣਾ, 25 ਫਰਵਰੀ । ਪੰਜਾਬ ਯੂਥ ਕਾਂਗਰਸ ਦੇ ਪ੍ਰਧਾਨ ਦੀ ਅਗਵਾਈ ਹੇਠ ਨਸ਼ਾ ਨਹੀਂ ਰੁਜ਼ਗਾਰ ਦੇ ਬੈਨਰ ਹੇਠ ਪੈਦਲ ਰੋਸ ਮਾਰਚ ਕੱਢਿਆ ਗਿਆ। ਇਸ ਮੌਕੇ ਆਗੂਆਂ ਨੇ ਕਿਹਾ ਕਿ ਸਰਕਾਰ ਨੌਜਵਾਨਾਂ ਨੂੰ ਰੁਜ਼ਗਾਰ ਦੇਣ ਵਿੱਚ ਪੂਰੀ ਤਰ੍ਹਾਂ ਫੇਲ ਰਹੀ ਹੈ ਅਤੇ ਸੂਬੇ ਵਿੱਚ ਨਸ਼ਾ ਲਗਾਤਾਰ ਵੱਧ ਰਿਹਾ ਹੈ। ਮਾਰਚ ਵਿੱਚ ਵੱਡੀ ਗਿਣਤੀ ਵਿੱਚ ਵਰਕਰ ਸ਼ਾਮਲ ਹੋਏ।: [238, 142, 366, 199]
body-sangrur-4: ਸੰਗਰੂਰ, 25 ਫਰਵਰੀ । ਭਾਜਪਾ ਦੇ ਸੀਨੀਅਰ ਆਗੂ ਨੇ ਆਪਣੇ ਸਾਥੀਆਂ ਸਮੇਤ ਕਾਂਗਰਸ ਪਾਰਟੀ ਵਿੱਚ ਸ਼ਮੂਲੀਅਤ ਕੀਤੀ। ਇਸ ਮੌਕੇ ਕਾਂਗਰਸ ਦੇ ਸੂਬਾ ਆਗੂਆਂ ਨੇ ਉਹਨਾਂ ਦਾ ਪਾਰਟੀ ਵਿੱਚ ਸਵਾਗਤ ਕੀਤਾ ਅਤੇ ਕਿਹਾ ਕਿ ਪਾਰਟੀ ਵਿੱਚ ਉਹਨਾਂ ਨੂੰ ਪੂਰਾ ਮਾਣ ਸਤਿਕਾਰ ਦਿੱਤਾ ਜਾਵੇਗਾ।: [516, 978, 708, 1010]
body-colonies-1: ਗੁਰਦਾਸਪੁਰ, 25 ਫਰਵਰੀ । ਜ਼ਿਲ੍ਹਾ ਪ੍ਰਸ਼ਾਸਨ ਵੱਲੋਂ ਅਣ-ਅਧਿਕਾਰਤ ਕਲੋਨੀਆਂ ਉੱਪਰ ਕਾਰਵਾਈ ਕੀਤੀ ਗਈ। ਅਧਿਕਾਰੀਆਂ ਨੇ ਕਿਹਾ ਕਿ ਬਿਨਾਂ ਮਨਜ਼ੂਰੀ ਕਲੋਨੀਆਂ ਕੱਟਣ ਵਾਲਿਆਂ ਵਿਰੁੱਧ ਸਖਤ ਕਾਰਵਾਈ ਕੀਤੀ ਜਾਵੇਗੀ ਅਤੇ ਲੋਕਾਂ ਨੂੰ ਅਪੀਲ ਕੀਤੀ ਕਿ ਪਲਾਟ ਖਰੀਦਣ ਤੋਂ ਪਹਿਲਾਂ ਪੜਤਾਲ ਜ਼ਰੂਰ ਕਰਨ।: [474, 1238, 586, 1295]
section-rule: [0, 1186, 945, 1189]
masthead-part-3: ਪਹਿਰੇਦਾਰ: [856, 2, 939, 27]
photo-sgpc: [238, 648, 468, 744]
photo-jcb: [590, 1238, 760, 1338]
section-rule: [2, 211, 230, 213]
headline-dc-faridkot: ਡੀ. ਸੀ. ਫਰੀਦਕੋਟ ਪੁਨਰਦੀਪ ਕੌਰ ਦਾ ਟਿੱਲਾ ਬਾਬਾ ਫਰੀਦਕੋਟ ਵਿਖੇ ਪਹੁੰਚਣ 'ਤੇ ਸਿਰੋਪਾ ਪਾ ਕੇ ਕੀਤਾ ਸਵਾਗਤ: [245, 322, 461, 347]
headline-mother-teacher: ਮਦਰ ਟੀਚਰ ਸਕੂਲ ਵਿਖੇ ਪੁਰਸਕਾਰ ਸਮਾਰੋਹ ਕਰਵਾਇਆ, ਜੇਤੂ ਵਿਦਿਆਰਥੀਆਂ ਨੂੰ ਸਨਮਾਨਿਆ: [719, 40, 938, 65]
headline-dharmik-samagam: ਪਿੰਡ ਲੁਠੇਰੀ 'ਚ ਸਲਾਨਾ ਧਾਰਮਿਕ ਸਮਾਗਮ 28 ਫਰਵਰੀ 1, 2 ਮਾਰਚ ਨੂੰ: [15, 1190, 105, 1225]
yellow-mark: [475, 1493, 486, 1504]
page-number: 6: [4, 2, 34, 32]
